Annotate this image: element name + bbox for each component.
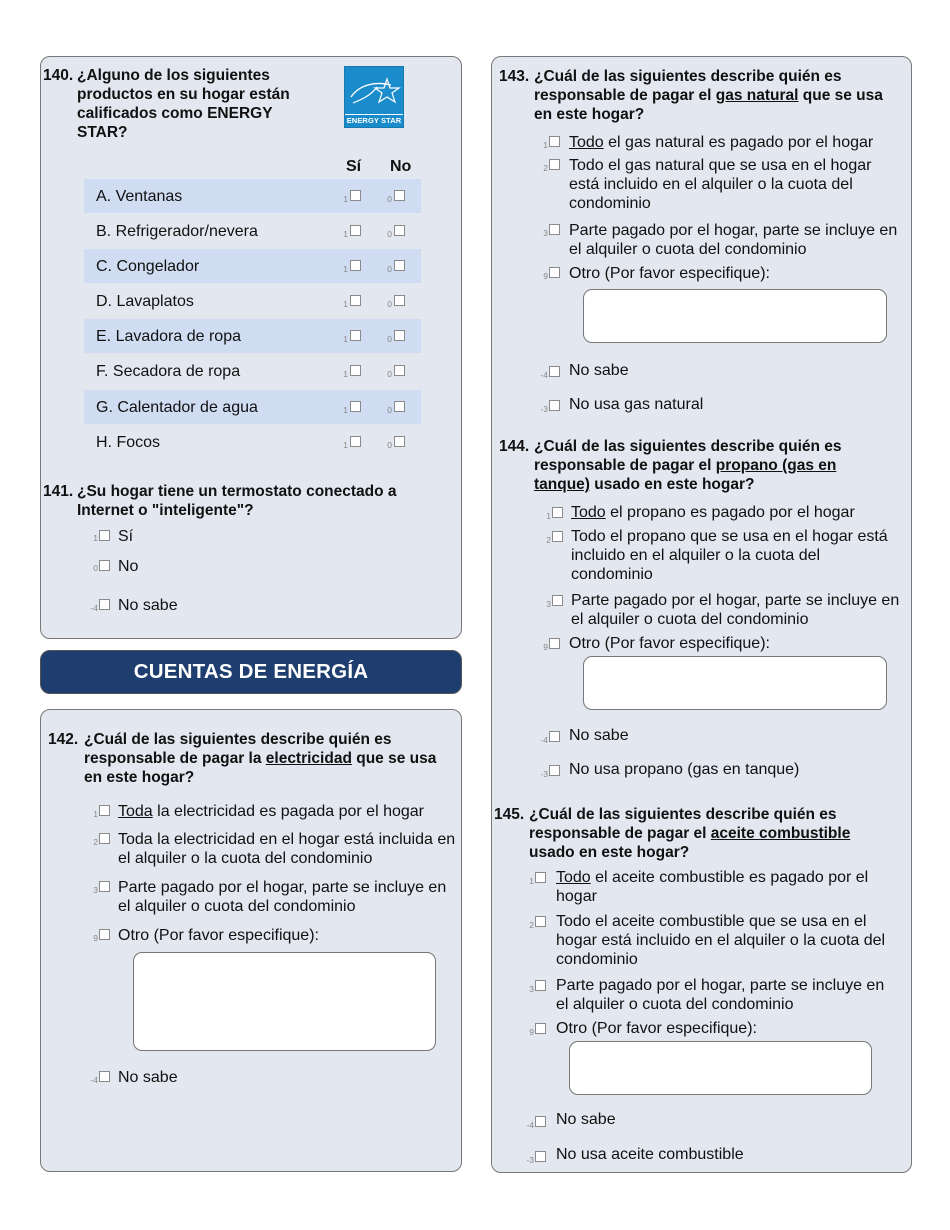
option-label-text: la electricidad es pagada por el hogar	[152, 803, 424, 820]
question-number-140: 140.	[43, 67, 74, 84]
checkbox-yes[interactable]	[350, 190, 361, 201]
question-number-144: 144.	[499, 438, 530, 455]
checkbox-option[interactable]	[535, 872, 546, 883]
question-text-part: usado en este hogar?	[529, 844, 690, 861]
response-code: -4	[540, 735, 548, 745]
checkbox-no[interactable]	[394, 365, 405, 376]
response-code: 1	[93, 809, 98, 819]
response-code: 1	[543, 140, 548, 150]
option-label: No sabe	[556, 1111, 616, 1128]
option-label: Todo el propano que se usa en el hogar está incluido en el alquiler o la cuota del condominio	[571, 528, 888, 583]
response-code: -3	[540, 769, 548, 779]
checkbox-option[interactable]	[549, 267, 560, 278]
checkbox-option[interactable]	[535, 916, 546, 927]
row-label: F. Secadora de ropa	[96, 363, 241, 380]
column-header-no: No	[390, 158, 412, 175]
row-label: D. Lavaplatos	[96, 293, 194, 310]
other-specify-input[interactable]	[583, 656, 887, 710]
checkbox-no[interactable]	[394, 225, 405, 236]
checkbox-option[interactable]	[99, 929, 110, 940]
table-row	[84, 390, 421, 424]
response-code: 0	[387, 299, 392, 309]
other-specify-input[interactable]	[583, 289, 887, 343]
checkbox-option[interactable]	[535, 1151, 546, 1162]
option-label: No sabe	[118, 1069, 178, 1086]
question-text-part: ¿Cuál de las siguientes describe quién es responsable de pagar el	[534, 68, 842, 104]
checkbox-no[interactable]	[394, 436, 405, 447]
question-text-underlined: propano (gas en tanque)	[534, 457, 837, 493]
response-code: 0	[387, 369, 392, 379]
checkbox-option[interactable]	[535, 1116, 546, 1127]
table-row	[84, 319, 421, 353]
option-label: No sabe	[569, 727, 629, 744]
energy-star-label: ENERGY STAR	[346, 116, 402, 125]
checkbox-option[interactable]	[552, 507, 563, 518]
response-code: 1	[546, 511, 551, 521]
question-text-part: que se usa en este hogar?	[84, 750, 437, 786]
question-text-underlined: aceite combustible	[710, 825, 851, 842]
checkbox-no[interactable]	[394, 401, 405, 412]
checkbox-option[interactable]	[549, 224, 560, 235]
section-banner	[40, 650, 462, 694]
question-text-part: ¿Cuál de las siguientes describe quién es responsable de pagar la	[84, 731, 392, 767]
option-label: No sabe	[118, 597, 178, 614]
checkbox-option[interactable]	[549, 159, 560, 170]
question-number-145: 145.	[494, 806, 525, 823]
question-text-part: ¿Cuál de las siguientes describe quién es responsable de pagar el	[529, 806, 837, 842]
option-label-underlined: Toda	[118, 803, 153, 820]
response-code: 9	[93, 933, 98, 943]
option-label: No usa propano (gas en tanque)	[569, 761, 800, 778]
question-text-underlined: gas natural	[715, 87, 799, 104]
table-row	[84, 214, 421, 248]
response-code: 1	[343, 299, 348, 309]
checkbox-option[interactable]	[549, 731, 560, 742]
checkbox-option[interactable]	[99, 805, 110, 816]
option-label-text: el propano es pagado por el hogar	[605, 504, 855, 521]
row-label: H. Focos	[96, 434, 161, 451]
response-code: 1	[529, 876, 534, 886]
response-code: -4	[90, 1075, 98, 1085]
option-label: Otro (Por favor especifique):	[569, 265, 770, 282]
response-code: 1	[343, 194, 348, 204]
question-text-141: ¿Su hogar tiene un termostato conectado a Internet o "inteligente"?	[77, 483, 397, 519]
response-code: 1	[343, 229, 348, 239]
response-code: 0	[387, 229, 392, 239]
response-code: 1	[343, 264, 348, 274]
table-row	[84, 284, 421, 318]
checkbox-option[interactable]	[99, 833, 110, 844]
option-label-underlined: Todo	[569, 134, 604, 151]
question-text-part: usado en este hogar?	[589, 476, 755, 493]
question-text-underlined: electricidad	[265, 750, 352, 767]
row-label: B. Refrigerador/nevera	[96, 223, 258, 240]
checkbox-option[interactable]	[99, 560, 110, 571]
question-number-141: 141.	[43, 483, 74, 500]
option-label: Toda la electricidad en el hogar está incluida en el alquiler o la cuota del condominio	[118, 831, 456, 867]
option-label: No sabe	[569, 362, 629, 379]
option-label: Todo el aceite combustible que se usa en el hogar está incluido en el alquiler o la cuota del condominio	[556, 913, 886, 968]
response-code: 1	[343, 334, 348, 344]
response-code: 9	[543, 642, 548, 652]
response-code: 1	[343, 440, 348, 450]
checkbox-option[interactable]	[549, 366, 560, 377]
question-text-144	[534, 437, 894, 494]
option-label: No usa aceite combustible	[556, 1146, 744, 1163]
response-code: -4	[526, 1120, 534, 1130]
response-code: 1	[93, 533, 98, 543]
option-label	[571, 503, 906, 522]
option-label: Sí	[118, 528, 134, 545]
checkbox-option[interactable]	[99, 599, 110, 610]
checkbox-option[interactable]	[99, 881, 110, 892]
option-label: No	[118, 558, 139, 575]
response-code: -3	[540, 404, 548, 414]
question-text-part: ¿Cuál de las siguientes describe quién es responsable de pagar el	[534, 438, 842, 474]
response-code: 2	[529, 920, 534, 930]
question-text-145	[529, 805, 889, 862]
option-label: Todo el gas natural que se usa en el hogar está incluido en el alquiler o la cuota del condominio	[569, 157, 872, 212]
response-code: 0	[387, 405, 392, 415]
table-row	[84, 249, 421, 283]
response-code: 0	[387, 194, 392, 204]
response-code: 2	[543, 163, 548, 173]
response-code: 3	[529, 984, 534, 994]
question-text-part: que se usa en este hogar?	[534, 87, 883, 123]
question-number-142: 142.	[48, 731, 79, 748]
energy-star-logo	[344, 66, 404, 128]
table-row	[84, 179, 421, 213]
question-text-142	[84, 730, 449, 787]
checkbox-option[interactable]	[549, 638, 560, 649]
row-label: G. Calentador de agua	[96, 399, 258, 416]
checkbox-yes[interactable]	[350, 295, 361, 306]
checkbox-option[interactable]	[552, 531, 563, 542]
response-code: -3	[526, 1155, 534, 1165]
checkbox-option[interactable]	[552, 595, 563, 606]
energy-star-icon	[345, 69, 403, 115]
other-specify-input[interactable]	[133, 952, 436, 1051]
option-label: Parte pagado por el hogar, parte se incluye en el alquiler o cuota del condominio	[571, 592, 900, 628]
response-code: 3	[546, 599, 551, 609]
option-label-text: el gas natural es pagado por el hogar	[603, 134, 874, 151]
response-code: 0	[93, 563, 98, 573]
response-code: 2	[546, 535, 551, 545]
option-label	[569, 133, 904, 152]
option-label: No usa gas natural	[569, 396, 704, 413]
checkbox-yes[interactable]	[350, 225, 361, 236]
option-label: Otro (Por favor especifique):	[118, 927, 319, 944]
checkbox-option[interactable]	[535, 980, 546, 991]
checkbox-no[interactable]	[394, 260, 405, 271]
response-code: 0	[387, 334, 392, 344]
option-label-underlined: Todo	[571, 504, 606, 521]
question-number-143: 143.	[499, 68, 530, 85]
response-code: 2	[93, 837, 98, 847]
checkbox-no[interactable]	[394, 190, 405, 201]
question-text-140: ¿Alguno de los siguientes productos en su hogar están calificados como ENERGY STAR?	[77, 67, 290, 141]
checkbox-no[interactable]	[394, 330, 405, 341]
row-label: C. Congelador	[96, 258, 200, 275]
option-label: Parte pagado por el hogar, parte se incluye en el alquiler o cuota del condominio	[569, 222, 898, 258]
checkbox-option[interactable]	[549, 136, 560, 147]
row-label: E. Lavadora de ropa	[96, 328, 241, 345]
row-label: A. Ventanas	[96, 188, 183, 205]
table-row	[84, 354, 421, 388]
option-label	[118, 802, 458, 821]
option-label-underlined: Todo	[556, 869, 591, 886]
checkbox-option[interactable]	[99, 1071, 110, 1082]
other-specify-input[interactable]	[569, 1041, 872, 1095]
response-code: -4	[540, 370, 548, 380]
option-label: Otro (Por favor especifique):	[569, 635, 770, 652]
column-header-yes: Sí	[346, 158, 362, 175]
response-code: 9	[543, 271, 548, 281]
response-code: 0	[387, 440, 392, 450]
response-code: 1	[343, 405, 348, 415]
checkbox-yes[interactable]	[350, 260, 361, 271]
option-label	[556, 868, 901, 906]
response-code: 9	[529, 1027, 534, 1037]
response-code: -4	[90, 603, 98, 613]
option-label: Parte pagado por el hogar, parte se incluye en el alquiler o cuota del condominio	[556, 977, 885, 1013]
checkbox-option[interactable]	[549, 765, 560, 776]
section-title: CUENTAS DE ENERGÍA	[133, 660, 369, 683]
response-code: 1	[343, 369, 348, 379]
checkbox-yes[interactable]	[350, 330, 361, 341]
option-label: Otro (Por favor especifique):	[556, 1020, 757, 1037]
checkbox-yes[interactable]	[350, 436, 361, 447]
checkbox-yes[interactable]	[350, 365, 361, 376]
response-code: 3	[543, 228, 548, 238]
checkbox-option[interactable]	[535, 1023, 546, 1034]
option-label-text: el aceite combustible es pagado por el hogar	[556, 869, 869, 905]
table-row	[84, 425, 421, 459]
checkbox-yes[interactable]	[350, 401, 361, 412]
checkbox-no[interactable]	[394, 295, 405, 306]
option-label: Parte pagado por el hogar, parte se incluye en el alquiler o cuota del condominio	[118, 879, 447, 915]
checkbox-option[interactable]	[99, 530, 110, 541]
response-code: 3	[93, 885, 98, 895]
question-text-143	[534, 67, 894, 124]
response-code: 0	[387, 264, 392, 274]
checkbox-option[interactable]	[549, 400, 560, 411]
